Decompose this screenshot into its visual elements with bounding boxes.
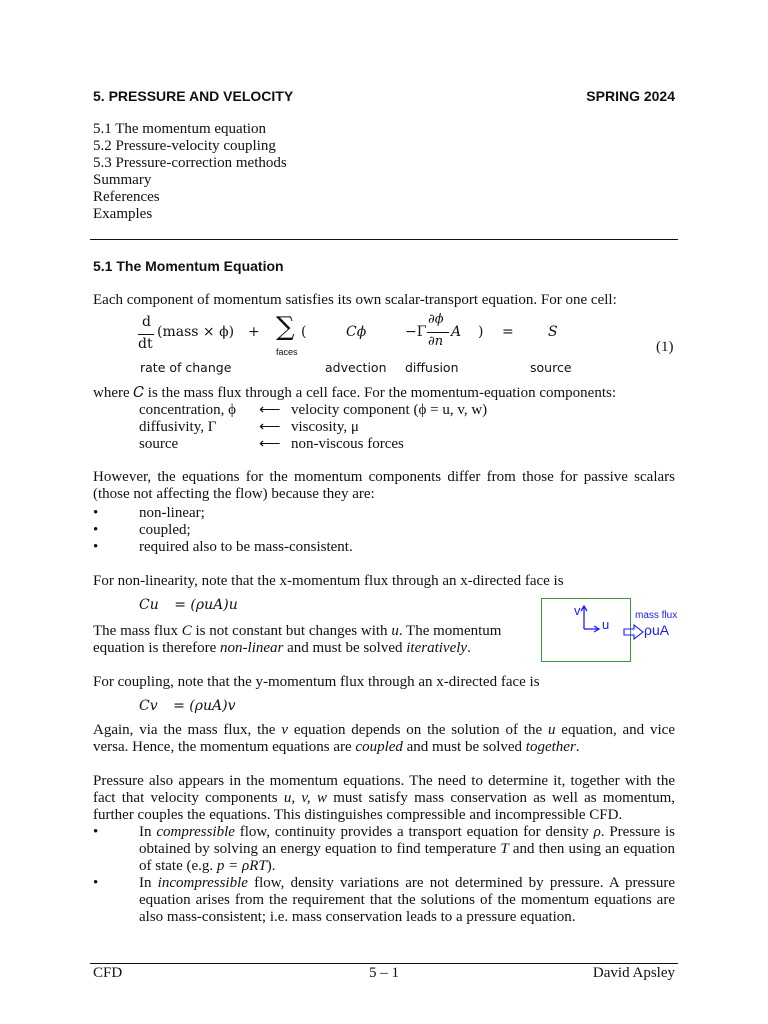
eq-advection-term: Cϕ bbox=[346, 324, 367, 340]
text: equation depends on the solution of the bbox=[287, 722, 548, 738]
mapping-scalar: diffusivity, Γ bbox=[139, 419, 217, 435]
emphasis: non-linear bbox=[220, 640, 284, 656]
text: must satisfy mass conservation as well as momentum, further couples the equations. This distinguishes compressible and incompressible CFD. bbox=[93, 790, 675, 823]
emphasis: incompressible bbox=[157, 875, 248, 891]
eq-d: d bbox=[142, 314, 151, 330]
eq-equals: = bbox=[502, 324, 514, 340]
v-label: v bbox=[574, 603, 581, 618]
chapter-title: 5. PRESSURE AND VELOCITY bbox=[93, 88, 294, 104]
text: In bbox=[139, 824, 157, 840]
nonlinearity-intro: For non-linearity, note that the x-momentum flux through an x-directed face is bbox=[93, 573, 564, 589]
symbol-rho: ρ bbox=[593, 824, 601, 840]
label-advection: advection bbox=[325, 360, 387, 375]
eq-mass-term: (mass × ϕ) bbox=[157, 324, 235, 340]
list-item-compressible bbox=[93, 824, 675, 875]
toc-item: Examples bbox=[93, 206, 153, 222]
eq-cu-lhs: Cu bbox=[139, 597, 159, 613]
u-label: u bbox=[602, 617, 610, 632]
mapping-scalar: source bbox=[139, 436, 179, 452]
text: . Pressure is obtained by solving an energy equation to find temperature bbox=[139, 824, 675, 857]
text: equation, and vice versa. Hence, the momentum equations are bbox=[93, 722, 675, 755]
coupling-intro: For coupling, note that the y-momentum flux through an x-directed face is bbox=[93, 674, 540, 690]
list-item: • non-linear; bbox=[93, 505, 675, 522]
equation-of-state: p = ρRT bbox=[216, 858, 267, 874]
text: is not constant but changes with bbox=[191, 623, 392, 639]
eq-diffusion-prefix: −Γ bbox=[405, 324, 427, 340]
section-divider bbox=[90, 239, 678, 240]
eq-plus: + bbox=[248, 324, 260, 340]
mapping-momentum: viscosity, μ bbox=[291, 419, 359, 435]
text: . The momentum equation is therefore bbox=[93, 623, 502, 656]
eq-close-paren: ) bbox=[478, 324, 484, 340]
mapping-row bbox=[139, 402, 639, 419]
text: . bbox=[575, 739, 580, 755]
footer-left: CFD bbox=[93, 965, 123, 981]
section-title: 5.1 The Momentum Equation bbox=[93, 258, 284, 274]
mapping-scalar: concentration, ϕ bbox=[139, 402, 237, 418]
symbol-c: C bbox=[181, 623, 192, 639]
page-number: 5 – 1 bbox=[369, 965, 399, 981]
emphasis: compressible bbox=[156, 824, 235, 840]
text: and must be solved bbox=[283, 640, 407, 656]
label-rate-of-change: rate of change bbox=[140, 360, 232, 375]
mass-flux-paragraph bbox=[93, 623, 533, 657]
arrow-icon: ⟵ bbox=[259, 436, 281, 452]
toc-item: References bbox=[93, 189, 160, 205]
mapping-table bbox=[139, 402, 639, 453]
symbol-v: v bbox=[281, 722, 288, 738]
arrow-icon: ⟵ bbox=[259, 402, 281, 418]
text: ). bbox=[266, 858, 276, 874]
arrow-icon: ⟵ bbox=[259, 419, 281, 435]
flow-type-list bbox=[93, 824, 675, 926]
where-text: where 𝐶 is the mass flux through a cell face. For the momentum-equation components: bbox=[93, 385, 617, 401]
mapping-row bbox=[139, 436, 639, 453]
eq-cv-rhs: = (ρuA)v bbox=[173, 698, 236, 714]
intro-text: Each component of momentum satisfies its own scalar-transport equation. For one cell: bbox=[93, 292, 617, 308]
emphasis: coupled bbox=[355, 739, 403, 755]
mapping-row bbox=[139, 419, 639, 436]
toc-item: 5.1 The momentum equation bbox=[93, 121, 267, 137]
however-paragraph: However, the equations for the momentum components differ from those for passive scalars (those not affecting the flow) because they are: bbox=[93, 469, 675, 502]
eq-partial-phi: ∂ϕ bbox=[428, 312, 444, 327]
toc-item: Summary bbox=[93, 172, 152, 188]
table-of-contents bbox=[93, 121, 287, 223]
equation-cu bbox=[139, 597, 238, 614]
footer-divider bbox=[90, 963, 678, 964]
text: Pressure also appears in the momentum equations. The need to determine it, together with the fact that velocity components bbox=[93, 773, 675, 806]
sum-subscript: faces bbox=[276, 347, 298, 357]
eq-open-paren: ( bbox=[301, 324, 307, 340]
toc-item: 5.2 Pressure-velocity coupling bbox=[93, 138, 276, 154]
mapping-momentum: velocity component (ϕ = u, v, w) bbox=[291, 402, 488, 418]
list-item-incompressible bbox=[93, 875, 675, 926]
text: Again, via the mass flux, the bbox=[93, 722, 282, 738]
velocity-axes-icon bbox=[542, 599, 630, 661]
list-item: • coupled; bbox=[93, 522, 675, 539]
mapping-momentum: non-viscous forces bbox=[291, 436, 404, 452]
mass-flux-diagram bbox=[541, 598, 631, 662]
text: and then using an equation of state (e.g. bbox=[139, 841, 676, 874]
properties-list bbox=[93, 505, 675, 556]
list-item: • required also to be mass-consistent. bbox=[93, 539, 675, 556]
text: In bbox=[139, 875, 158, 891]
text: . bbox=[467, 640, 471, 656]
eq-cv-lhs: Cv bbox=[139, 698, 158, 714]
eq-partial-n: ∂n bbox=[428, 334, 444, 349]
symbol-uvw: u, v, w bbox=[283, 790, 327, 806]
fraction-bar bbox=[138, 334, 154, 335]
eq-source-term: S bbox=[548, 324, 558, 340]
footer-author: David Apsley bbox=[592, 965, 675, 981]
eq-area: A bbox=[451, 324, 462, 340]
equation-number: (1) bbox=[656, 339, 674, 355]
sum-symbol: ∑ bbox=[276, 312, 295, 342]
label-diffusion: diffusion bbox=[405, 360, 459, 375]
again-paragraph bbox=[93, 722, 675, 756]
eq-cu-rhs: = (ρuA)u bbox=[174, 597, 238, 613]
term-label: SPRING 2024 bbox=[586, 88, 675, 104]
text: The mass flux bbox=[93, 623, 182, 639]
emphasis: iteratively bbox=[406, 640, 468, 656]
mass-flux-label: mass flux bbox=[635, 610, 678, 621]
symbol-t: T bbox=[500, 841, 509, 857]
label-source: source bbox=[530, 360, 572, 375]
equation-cv bbox=[139, 698, 236, 715]
text: and must be solved bbox=[402, 739, 526, 755]
rhoua-label: ρuA bbox=[644, 622, 670, 638]
pressure-paragraph bbox=[93, 773, 675, 824]
text: flow, continuity provides a transport equation for density bbox=[234, 824, 594, 840]
transport-equation bbox=[0, 312, 768, 378]
toc-item: 5.3 Pressure-correction methods bbox=[93, 155, 287, 171]
emphasis: together bbox=[525, 739, 576, 755]
symbol-u: u bbox=[547, 722, 556, 738]
fraction-bar bbox=[427, 332, 449, 333]
eq-dt: dt bbox=[138, 336, 153, 352]
symbol-u: u bbox=[391, 623, 399, 639]
text: flow, density variations are not determined by pressure. A pressure equation arises from the requirement that the solutions of the momentum equations are also mass-consistent; i.e. mass conservation leads to a pressure equation. bbox=[139, 875, 676, 925]
flux-arrow-icon bbox=[623, 624, 645, 640]
